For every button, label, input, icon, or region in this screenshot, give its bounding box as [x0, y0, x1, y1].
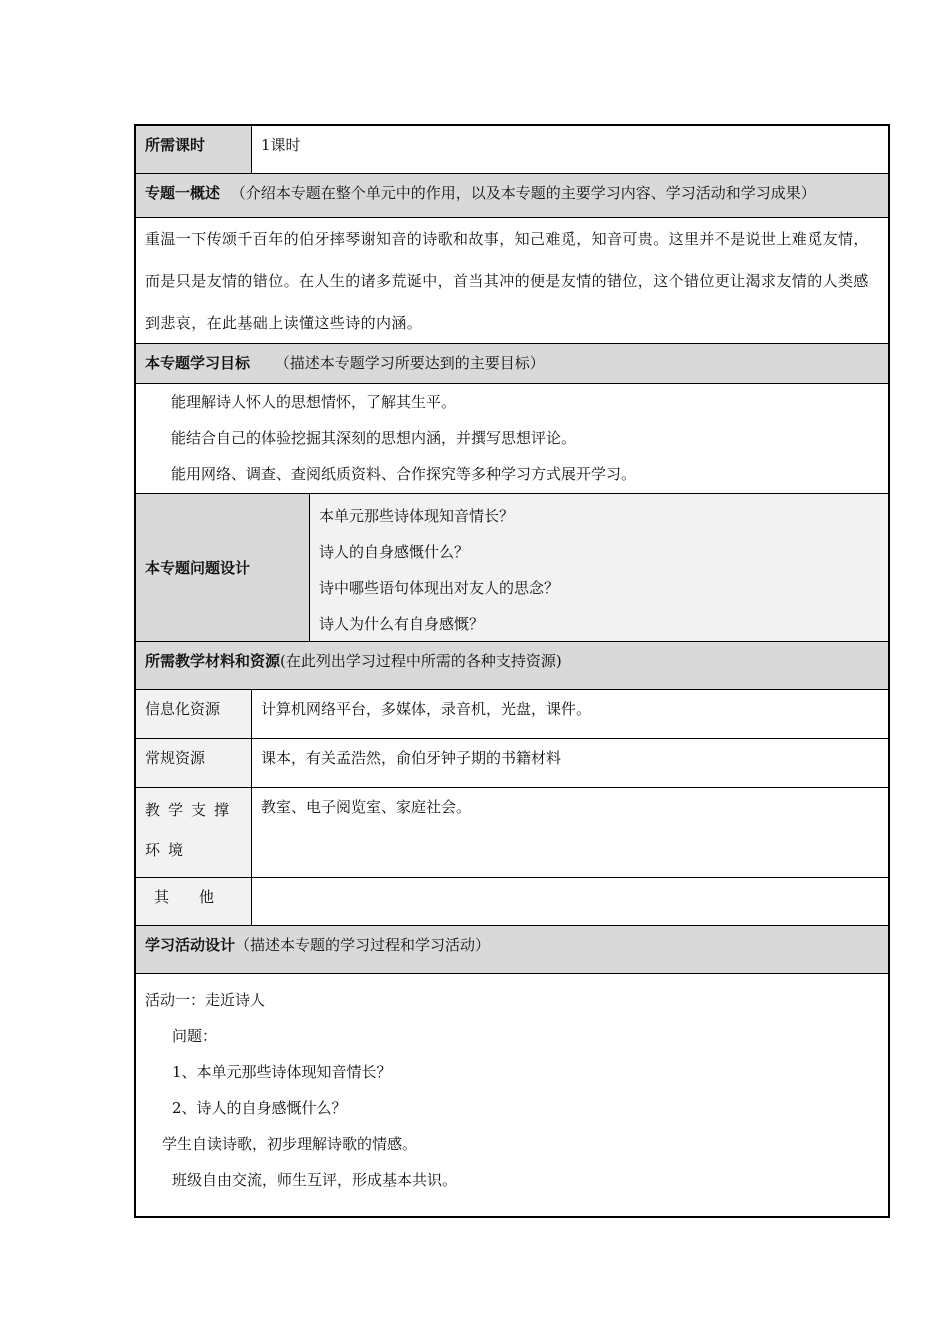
resources-header: [136, 642, 888, 690]
activity-line: 2、诗人的自身感慨什么？: [172, 1099, 347, 1117]
goals-body: [136, 384, 888, 494]
question-item: 诗人的自身感慨什么？: [319, 543, 470, 561]
row-environment: [136, 788, 888, 878]
goals-note: （描述本专题学习所要达到的主要目标）: [274, 354, 545, 372]
overview-title: 专题一概述: [145, 184, 221, 202]
overview-header: [136, 174, 888, 218]
goals-header: [136, 344, 888, 384]
questions-label: 本专题问题设计: [136, 494, 310, 641]
question-item: 诗人为什么有自身感慨？: [319, 615, 485, 633]
resources-title: 所需教学材料和资源: [145, 652, 281, 670]
activity-line: 班级自由交流，师生互评，形成基本共识。: [172, 1171, 458, 1189]
activity-header: [136, 926, 888, 974]
row-it-resources: [136, 690, 888, 739]
regular-resources-label: 常规资源: [136, 739, 252, 787]
activity-title: 学习活动设计: [145, 936, 236, 954]
overview-body: 重温一下传颂千百年的伯牙摔琴谢知音的诗歌和故事，知己难觅，知音可贵。这里并不是说世上难觅友情，而是只是友情的错位。在人生的诸多荒诞中，首当其冲的便是友情的错位，这个错位更让渴求友情的人类感到悲哀，在此基础上读懂这些诗的内涵。: [145, 230, 869, 332]
question-item: 诗中哪些语句体现出对友人的思念？: [319, 579, 560, 597]
regular-resources-value: 课本，有关孟浩然，俞伯牙钟子期的书籍材料: [261, 749, 562, 767]
activity-body: [145, 982, 880, 1198]
activity-line: 1、本单元那些诗体现知音情长？: [172, 1063, 392, 1081]
hours-label: 所需课时: [136, 126, 252, 173]
it-resources-label: 信息化资源: [136, 690, 252, 738]
row-other: [136, 878, 888, 926]
lesson-plan-table: [134, 124, 890, 1218]
goal-item: 能用网络、调查、查阅纸质资料、合作探究等多种学习方式展开学习。: [171, 465, 637, 483]
row-questions: [136, 494, 888, 642]
hours-value: 1课时: [261, 136, 301, 154]
goals-title: 本专题学习目标: [145, 354, 251, 372]
other-label: 其 他: [136, 878, 252, 925]
environment-value: 教室、电子阅览室、家庭社会。: [261, 798, 472, 816]
other-value: [252, 878, 888, 925]
question-item: 本单元那些诗体现知音情长？: [319, 507, 515, 525]
overview-body-row: [136, 218, 888, 344]
activity-note: （描述本专题的学习过程和学习活动）: [235, 936, 491, 954]
overview-note: （介绍本专题在整个单元中的作用，以及本专题的主要学习内容、学习活动和学习成果）: [230, 184, 816, 202]
activity-line: 活动一：走近诗人: [145, 991, 266, 1009]
resources-note: (在此列出学习过程中所需的各种支持资源): [280, 652, 562, 670]
row-hours: [136, 126, 888, 174]
activity-line: 学生自读诗歌，初步理解诗歌的情感。: [162, 1135, 418, 1153]
row-regular-resources: [136, 739, 888, 788]
activity-line: 问题：: [172, 1027, 218, 1045]
goal-item: 能结合自己的体验挖掘其深刻的思想内涵，并撰写思想评论。: [171, 429, 577, 447]
it-resources-value: 计算机网络平台，多媒体，录音机，光盘，课件。: [261, 700, 592, 718]
environment-label: 教学支撑环境: [136, 788, 252, 877]
goal-item: 能理解诗人怀人的思想情怀，了解其生平。: [171, 393, 457, 411]
questions-list: [310, 494, 888, 641]
